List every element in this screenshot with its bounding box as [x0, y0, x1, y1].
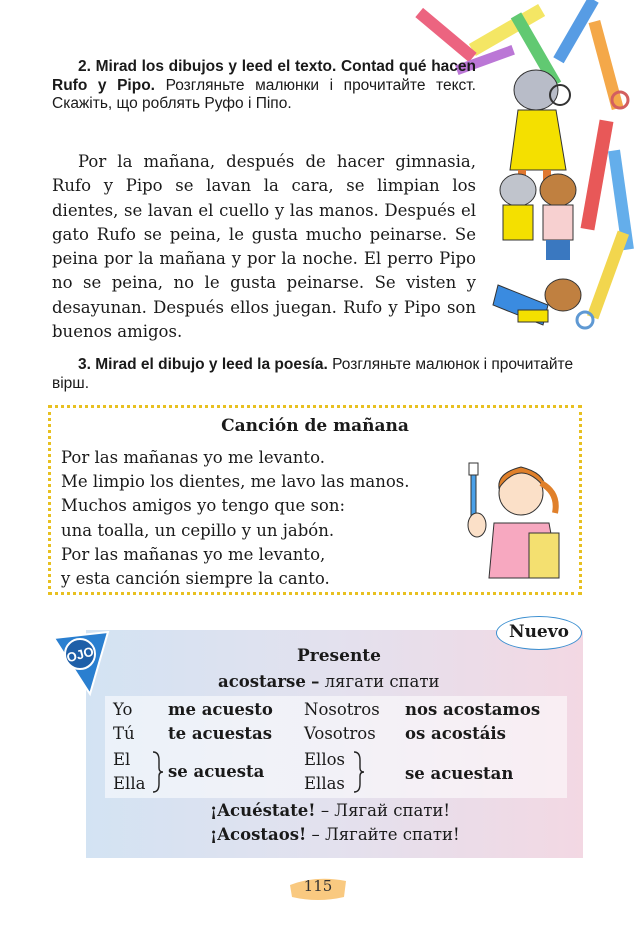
exercise-3-number: 3.	[78, 356, 91, 373]
pronoun-tu: Tú	[113, 724, 135, 743]
exercise-2-title-es: Mirad los dibujos y leed el texto. Contad qué hacen Rufo y Pipo.	[52, 58, 477, 94]
poem-line: Muchos amigos yo tengo que son:	[61, 496, 346, 516]
brace-el-ella	[151, 750, 165, 794]
poem-line: Por las mañanas yo me levanto,	[61, 544, 326, 564]
poem-line: una toalla, un cepillo y un jabón.	[61, 520, 335, 540]
nuevo-badge: Nuevo	[496, 616, 582, 650]
exercise-3-title-es: Mirad el dibujo y leed la poesía.	[95, 356, 328, 373]
imperative-2	[210, 825, 460, 844]
pronoun-nosotros: Nosotros	[304, 700, 380, 719]
imperative-2-uk: – Лягайте спати!	[311, 825, 460, 844]
exercise-2-text	[52, 150, 476, 344]
poem-line: Me limpio los dientes, me lavo las manos.	[61, 472, 410, 492]
grammar-verb-dash: –	[311, 672, 320, 691]
poem-line: y esta canción siempre la canto.	[61, 569, 330, 589]
imperative-1-uk: – Лягай спати!	[320, 801, 451, 820]
pronoun-ellas: Ellas	[304, 774, 345, 793]
girl-with-toothbrush-illustration	[459, 453, 574, 583]
ojo-badge-icon	[50, 628, 122, 700]
pronoun-el: El	[113, 750, 131, 769]
imperative-1-es: ¡Acuéstate!	[210, 801, 316, 820]
exercise-3-heading	[52, 356, 584, 393]
pronoun-vosotros: Vosotros	[304, 724, 376, 743]
pronoun-ellos: Ellos	[304, 750, 346, 769]
grammar-verb-translation: лягати спати	[324, 672, 440, 691]
imperative-1	[210, 801, 450, 820]
form-el-ella: se acuesta	[168, 762, 265, 781]
exercise-2-heading	[52, 58, 476, 114]
page-number: 115	[303, 877, 333, 895]
rufo-pipo-illustration	[488, 50, 598, 340]
form-nosotros: nos acostamos	[405, 700, 541, 719]
imperative-2-es: ¡Acostaos!	[210, 825, 307, 844]
brace-ellos-ellas	[352, 750, 366, 794]
poem-title: Canción de mañana	[221, 416, 409, 436]
page-number-badge	[286, 871, 350, 905]
poem-lines	[61, 446, 409, 591]
form-yo: me acuesto	[168, 700, 273, 719]
form-tu: te acuestas	[168, 724, 272, 743]
pronoun-yo: Yo	[113, 700, 133, 719]
form-ellos-ellas: se acuestan	[405, 764, 514, 783]
form-vosotros: os acostáis	[405, 724, 506, 743]
grammar-verb: acostarse	[218, 672, 306, 691]
grammar-verb-line	[218, 672, 440, 691]
exercise-3-title-uk: Розгляньте малюнок і прочитайте вірш.	[52, 356, 574, 392]
grammar-heading: Presente	[297, 646, 381, 666]
poem-line: Por las mañanas yo me levanto.	[61, 448, 325, 467]
exercise-2-number: 2.	[78, 58, 91, 75]
pronoun-ella: Ella	[113, 774, 146, 793]
exercise-2-title-uk: Розгляньте малюнки і прочитайте текст. Скажіть, що роблять Руфо і Піпо.	[52, 76, 476, 112]
ojo-badge-label: OJO	[64, 643, 96, 666]
exercise-2-paragraph: Por la mañana, después de hacer gimnasia, Rufo y Pipo se lavan la cara, se limpian los dientes, se lavan el cuello y las manos. Después el gato Rufo se peina, le gusta mucho peinarse. Se peina por la mañana y por la noche. El perro Pipo no se peina, no le gusta peinarse. Se visten y desayunan. Después ellos juegan. Rufo y Pipo son buenos amigos.	[52, 152, 476, 342]
poem-box	[48, 405, 582, 595]
